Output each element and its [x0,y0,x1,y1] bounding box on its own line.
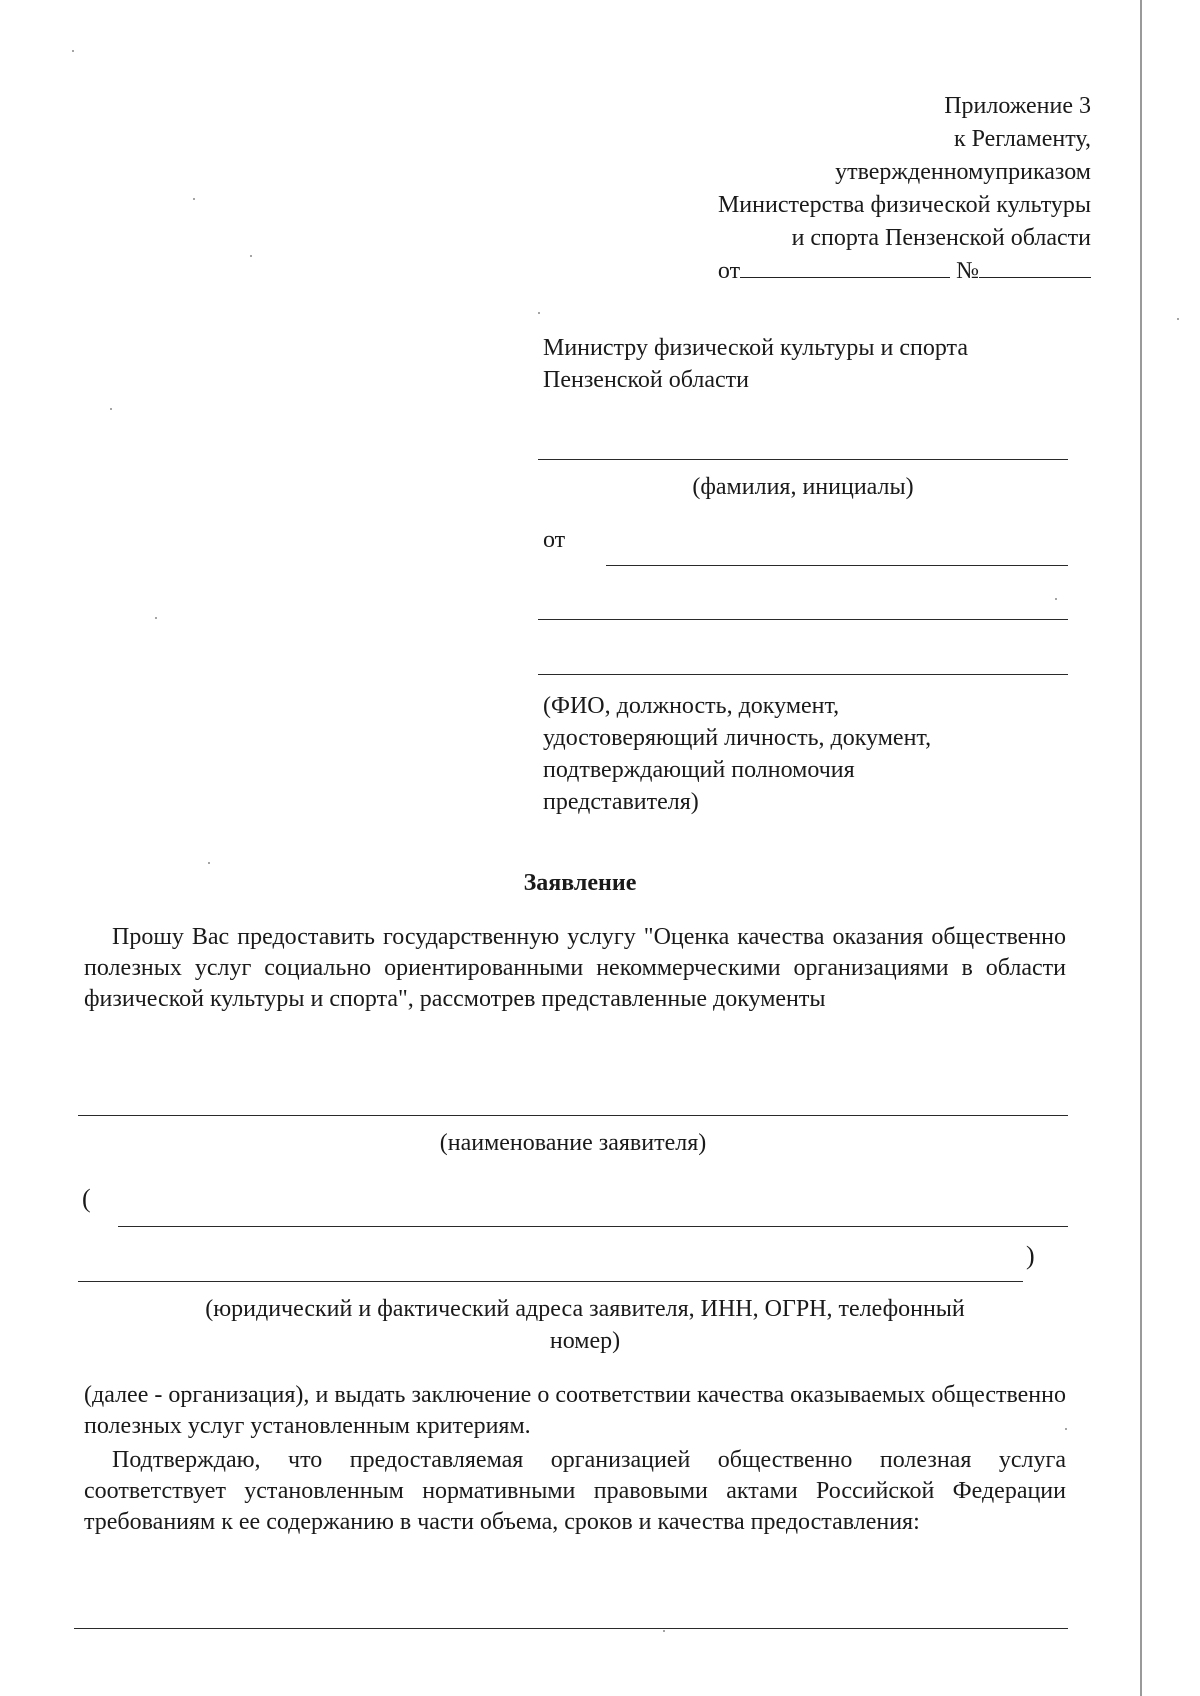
applicant-hint [543,690,1063,818]
scan-speck [538,312,540,314]
continuation-paragraph: (далее - организация), и выдать заключение о соответствии качества оказываемых общественно полезных услуг установленным критериям. [84,1382,1066,1439]
applicant-name-field[interactable] [78,1115,1068,1116]
applicant-hint-line: представителя) [543,789,699,815]
scan-edge-line [1140,0,1142,1696]
scan-speck [663,1630,665,1632]
confirmation-text: Подтверждаю, что предоставляемая организацией общественно полезная услуга соответствует установленным нормативными правовыми актами Российской Федерации требованиям к ее содержанию в части объема, сроков и качества предоставления: [84,1447,1066,1535]
applicant-field-line-3[interactable] [538,674,1068,675]
approval-regulation: к Регламенту, [953,126,1091,152]
addressee-name-hint: (фамилия, инициалы) [692,474,914,500]
applicant-hint-line: подтверждающий полномочия [543,757,855,783]
address-hint-line: номер) [549,1328,621,1354]
approval-ministry: Министерства физической культуры [717,192,1091,218]
address-field-line-1[interactable] [118,1226,1068,1227]
applicant-hint-line: (ФИО, должность, документ, [543,693,840,719]
scan-speck [1177,318,1179,320]
addressee-name-field[interactable] [538,459,1068,460]
approval-approved-by: утвержденномуприказом [835,159,1091,185]
applicant-field-line-1[interactable] [606,565,1068,566]
number-blank[interactable] [979,255,1091,278]
approval-appendix: Приложение 3 [944,93,1091,119]
date-prefix: от [717,258,741,284]
approval-region: и спорта Пензенской области [791,225,1091,251]
addressee-block [543,332,1073,396]
applicant-field-line-2[interactable] [538,619,1068,620]
addressee-line-1: Министру физической культуры и спорта [543,335,968,361]
address-hint-line: (юридический и фактический адреса заявителя, ИНН, ОГРН, телефонный [205,1296,965,1322]
approval-date-number [718,255,1091,288]
services-field[interactable] [74,1628,1068,1629]
request-paragraph [84,922,1066,1015]
scan-speck [193,198,195,200]
applicant-from-label: от [543,527,566,553]
address-field-line-2[interactable] [78,1281,1023,1282]
date-blank[interactable] [740,255,950,278]
scan-speck [250,255,252,257]
address-hint [100,1293,1070,1357]
scan-speck [72,50,74,52]
addressee-line-2: Пензенской области [543,367,749,393]
scan-speck [155,617,157,619]
document-title: Заявление [523,870,637,896]
confirmation-paragraph [84,1445,1066,1538]
scan-speck [110,408,112,410]
request-text: Прошу Вас предоставить государственную услугу "Оценка качества оказания общественно полезных услуг социально ориентированными некоммерческими организациями в области физической культуры и спорта", рассмотрев представленные документы [84,924,1066,1012]
close-paren: ) [1026,1241,1035,1270]
scan-speck [1055,598,1057,600]
number-sign: № [956,258,979,284]
open-paren: ( [82,1184,91,1213]
applicant-name-hint: (наименование заявителя) [439,1130,707,1156]
scan-speck [208,862,210,864]
approval-block [718,90,1091,288]
applicant-hint-line: удостоверяющий личность, документ, [543,725,932,751]
